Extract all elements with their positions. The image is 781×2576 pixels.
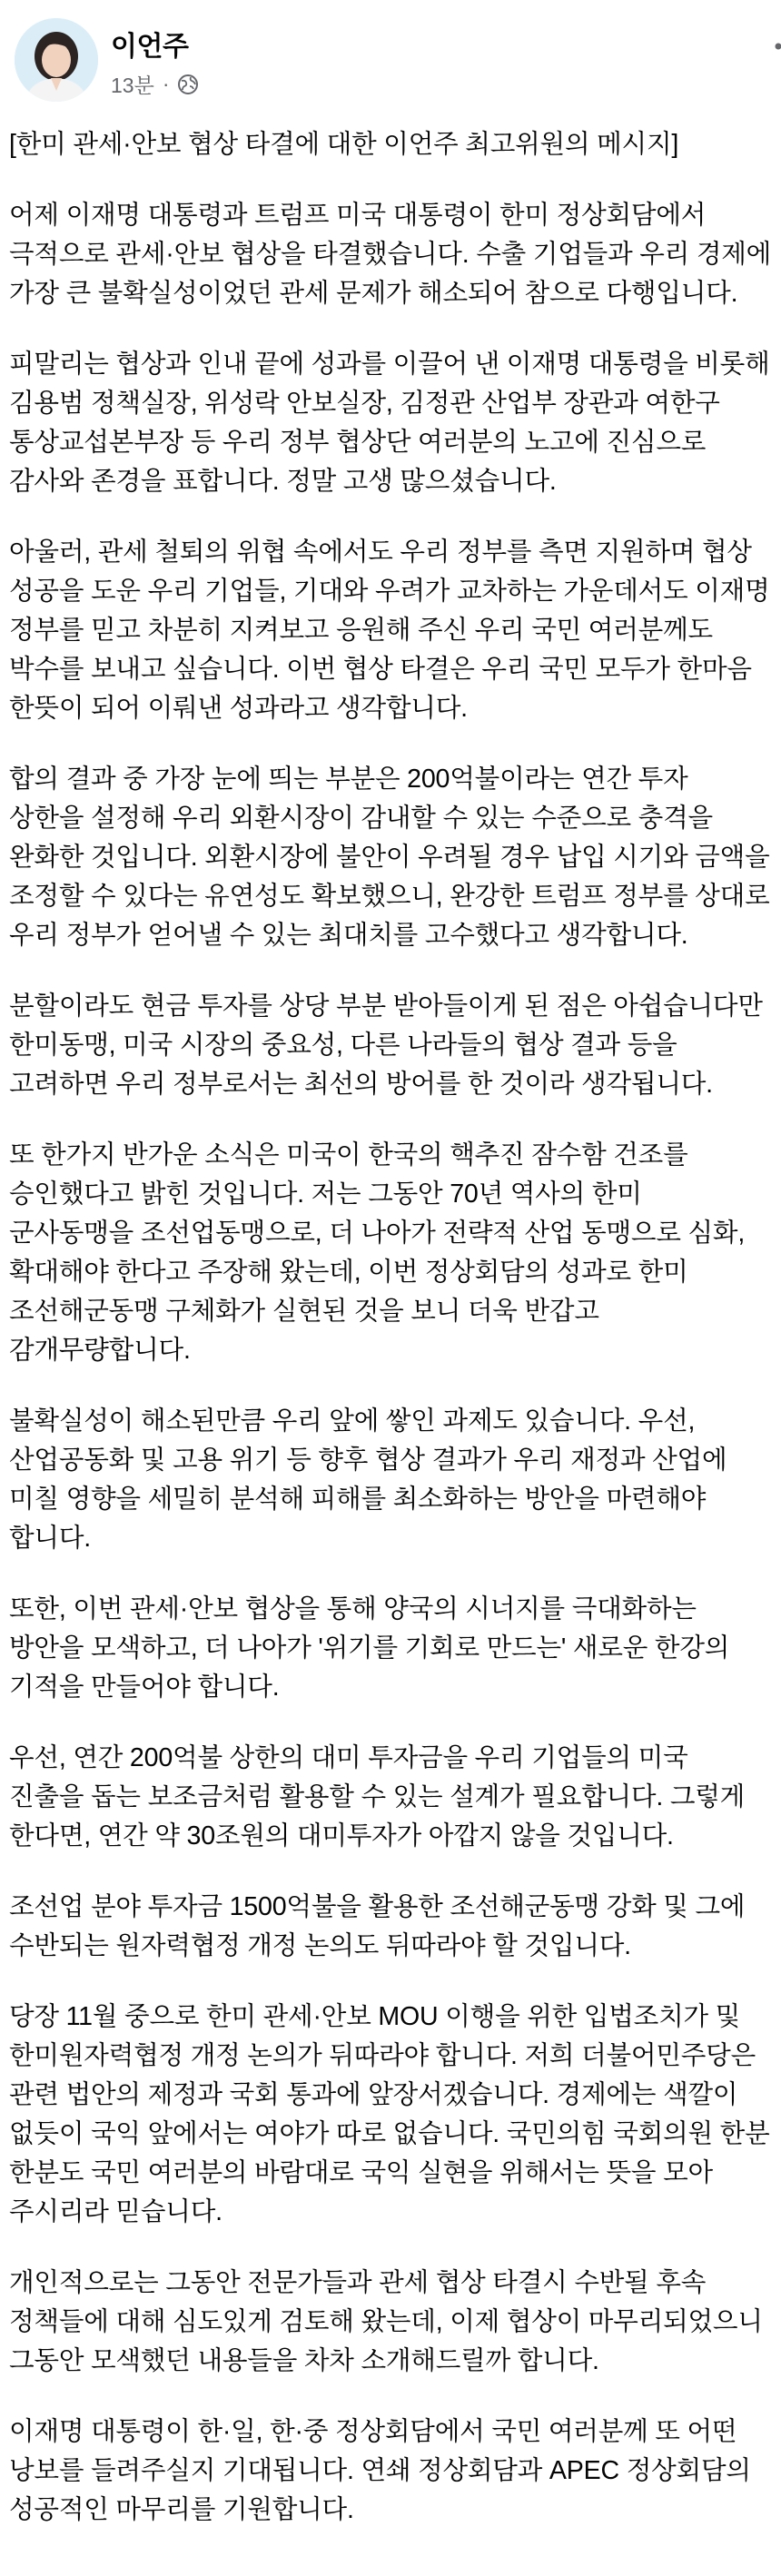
author-name[interactable]: 이언주 [111, 32, 189, 62]
post-paragraph: 당장 11월 중으로 한미 관세·안보 MOU 이행을 위한 입법조치가 및 한미원자력협정 개정 논의가 뒤따라야 합니다. 저희 더불어민주당은 관련 법안의 제정과 국회 통과에 앞장서겠습니다. 경제에는 색깔이 없듯이 국익 앞에서는 여야가 따로 없습니다. 국민의힘 국회의원 한분 한분도 국민 여러분의 바람대로 국익 실현을 위해서는 뜻을 모아 주시리라 믿습니다. [9, 2002, 770, 2226]
post-paragraph: 이재명 대통령이 한·일, 한·중 정상회담에서 국민 여러분께 또 어떤 낭보를 들려주실지 기대됩니다. 연쇄 정상회담과 APEC 정상회담의 성공적인 마무리를 기원합니다. [9, 2417, 751, 2524]
post-paragraph: 아울러, 관세 철퇴의 위협 속에서도 우리 정부를 측면 지원하며 협상 성공을 도운 우리 기업들, 기대와 우려가 교차하는 가운데서도 이재명 정부를 믿고 차분히 지켜보고 응원해 주신 우리 국민 여러분께도 박수를 보내고 싶습니다. 이번 협상 타결은 우리 국민 모두가 한마음 한뜻이 되어 이뤄낸 성과라고 생각합니다. [9, 538, 770, 723]
meta-separator: · [162, 72, 170, 95]
more-options-icon[interactable] [768, 33, 781, 60]
post-header [0, 0, 781, 125]
post-paragraph: 조선업 분야 투자금 1500억불을 활용한 조선해군동맹 강화 및 그에 수반되는 원자력협정 개정 논의도 뒤따라야 할 것입니다. [9, 1892, 746, 1960]
post-time[interactable]: 13분 [111, 74, 154, 97]
post-paragraph: 불확실성이 해소된만큼 우리 앞에 쌓인 과제도 있습니다. 우선, 산업공동화 및 고용 위기 등 향후 협상 결과가 우리 재정과 산업에 미칠 영향을 세밀히 분석해 피해를 최소화하는 방안을 마련해야 합니다. [9, 1406, 727, 1553]
post-paragraph: 피말리는 협상과 인내 끝에 성과를 이끌어 낸 이재명 대통령을 비롯해 김용범 정책실장, 위성락 안보실장, 김정관 산업부 장관과 여한구 통상교섭본부장 등 우리 정부 협상단 여러분의 노고에 진심으로 감사와 존경을 표합니다. 정말 고생 많으셨습니다. [9, 350, 770, 496]
post-paragraph: 우선, 연간 200억불 상한의 대미 투자금을 우리 기업들의 미국 진출을 돕는 보조금처럼 활용할 수 있는 설계가 필요합니다. 그렇게 한다면, 연간 약 30조원의 대미투자가 아깝지 않을 것입니다. [9, 1743, 746, 1851]
post-paragraph: 또 한가지 반가운 소식은 미국이 한국의 핵추진 잠수함 건조를 승인했다고 밝힌 것입니다. 저는 그동안 70년 역사의 한미 군사동맹을 조선업동맹으로, 더 나아가 전략적 산업 동맹으로 심화, 확대해야 한다고 주장해 왔는데, 이번 정상회담의 성과로 한미 조선해군동맹 구체화가 실현된 것을 보니 더욱 반갑고 감개무량합니다. [9, 1140, 746, 1365]
post-title: [한미 관세·안보 협상 타결에 대한 이언주 최고위원의 메시지] [9, 130, 679, 159]
post-body [0, 125, 781, 2530]
post-paragraph: 분할이라도 현금 투자를 상당 부분 받아들이게 된 점은 아쉽습니다만 한미동맹, 미국 시장의 중요성, 다른 나라들의 협상 결과 등을 고려하면 우리 정부로서는 최선의 방어를 한 것이라 생각됩니다. [9, 992, 763, 1099]
post-paragraph: 어제 이재명 대통령과 트럼프 미국 대통령이 한미 정상회담에서 극적으로 관세·안보 협상을 타결했습니다. 수출 기업들과 우리 경제에 가장 큰 불확실성이었던 관세 문제가 해소되어 참으로 다행입니다. [9, 201, 772, 308]
post-paragraph: 합의 결과 중 가장 눈에 띄는 부분은 200억불이라는 연간 투자 상한을 설정해 우리 외환시장이 감내할 수 있는 수준으로 충격을 완화한 것입니다. 외환시장에 불안이 우려될 경우 납입 시기와 금액을 조정할 수 있다는 유연성도 확보했으니, 완강한 트럼프 정부를 상대로 우리 정부가 얻어낼 수 있는 최대치를 고수했다고 생각합니다. [9, 765, 770, 950]
globe-icon[interactable] [177, 74, 199, 95]
avatar[interactable] [15, 18, 98, 102]
post-paragraph: 개인적으로는 그동안 전문가들과 관세 협상 타결시 수반될 후속 정책들에 대해 심도있게 검토해 왔는데, 이제 협상이 마무리되었으니 그동안 모색했던 내용들을 차차 소개해드릴까 합니다. [9, 2268, 763, 2375]
post-meta [111, 69, 199, 99]
post-paragraph: 또한, 이번 관세·안보 협상을 통해 양국의 시너지를 극대화하는 방안을 모색하고, 더 나아가 '위기를 기회로 만드는' 새로운 한강의 기적을 만들어야 합니다. [9, 1594, 730, 1702]
